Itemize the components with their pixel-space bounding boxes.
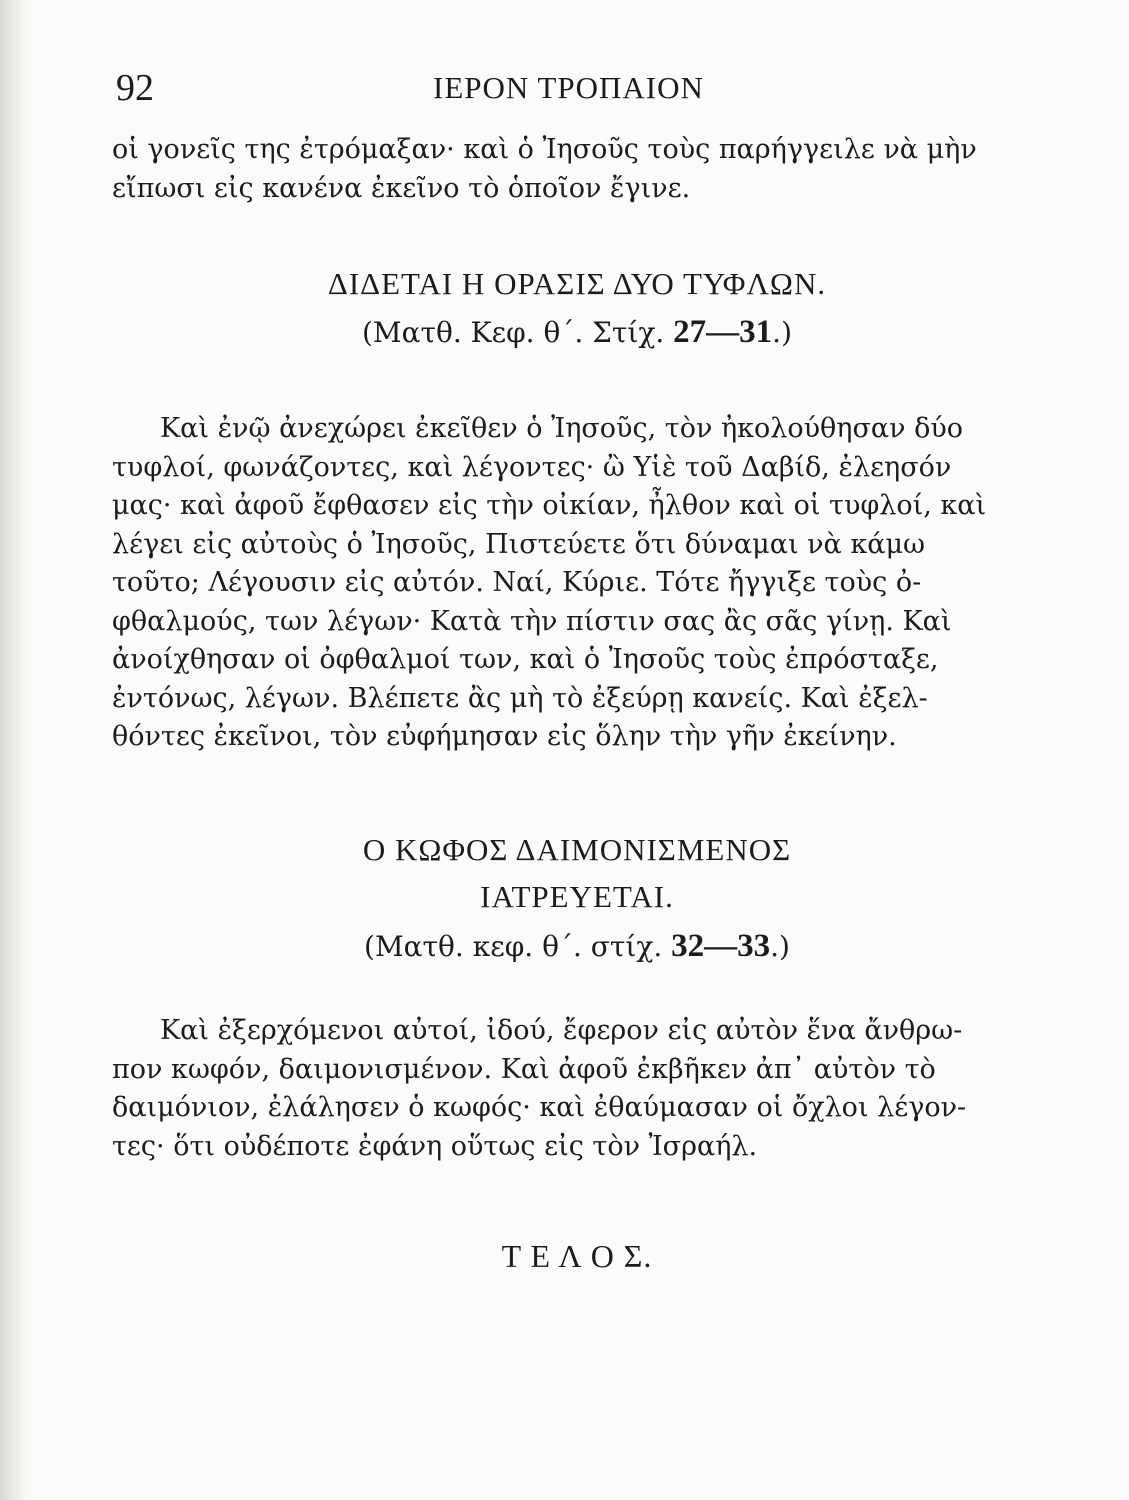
text-line: λέγει εἰς αὐτοὺς ὁ Ἰησοῦς, Πιστεύετε ὅτι δύναμαι νὰ κάμω — [112, 528, 926, 560]
section-title: ΙΑΤΡΕΥΕΤΑΙ. — [480, 879, 674, 914]
text-line: οἱ γονεῖς της ἐτρόμαξαν· καὶ ὁ Ἰησοῦς τοὺς παρήγγειλε νὰ μὴν — [112, 134, 977, 165]
text-line: φθαλμούς, των λέγων· Κατὰ τὴν πίστιν σας ἂς σᾶς γίνῃ. Καὶ — [112, 605, 952, 637]
scripture-reference — [112, 928, 1042, 965]
page-gutter-shadow — [0, 0, 28, 1500]
text-line: ἐντόνως, λέγων. Βλέπετε ἂς μὴ τὸ ἐξεύρῃ κανείς. Καὶ ἐξελ- — [112, 682, 928, 714]
scripture-reference — [112, 314, 1042, 351]
ending-text: Τ Ε Λ Ο Σ. — [501, 1238, 653, 1274]
text-line: εἴπωσι εἰς κανένα ἐκεῖνο τὸ ὁποῖον ἔγινε. — [112, 172, 691, 204]
reference-prefix: (Ματθ. κεφ. θ΄. στίχ. — [364, 930, 672, 963]
text-line: τοῦτο; Λέγουσιν εἰς αὐτόν. Ναί, Κύριε. Τότε ἤγγιξε τοὺς ὀ- — [112, 567, 922, 598]
text-line: θόντες ἐκεῖνοι, τὸν εὐφήμησαν εἰς ὅλην τὴν γῆν ἐκείνην. — [112, 721, 897, 752]
reference-verses: 27—31 — [673, 314, 773, 350]
section2-paragraph — [112, 1012, 1042, 1166]
page-header — [108, 66, 1048, 116]
text-line: Καὶ ἐνῷ ἀνεχώρει ἐκεῖθεν ὁ Ἰησοῦς, τὸν ἠκολούθησαν δύο — [160, 413, 964, 444]
reference-suffix: .) — [770, 930, 790, 963]
text-line: δαιμόνιον, ἐλάλησεν ὁ κωφός· καὶ ἐθαύμασαν οἱ ὄχλοι λέγον- — [112, 1092, 967, 1123]
reference-prefix: (Ματθ. Κεφ. θ΄. Στίχ. — [362, 316, 674, 349]
text-line: τες· ὅτι οὐδέποτε ἐφάνη οὕτως εἰς τὸν Ἰσραήλ. — [112, 1130, 758, 1162]
text-line: Καὶ ἐξερχόμενοι αὐτοί, ἰδού, ἔφερον εἰς αὐτὸν ἕνα ἄνθρω- — [160, 1015, 963, 1046]
reference-suffix: .) — [772, 316, 792, 349]
text-line: τυφλοί, φωνάζοντες, καὶ λέγοντες· ὢ Υἱὲ τοῦ Δαβίδ, ἐλεησόν — [112, 451, 952, 483]
intro-paragraph — [112, 131, 1042, 208]
text-line: πον κωφόν, δαιμονισμένον. Καὶ ἀφοῦ ἐκβῆκεν ἀπ᾽ αὐτὸν τὸ — [112, 1053, 936, 1085]
text-line: μας· καὶ ἀφοῦ ἔφθασεν εἰς τὴν οἰκίαν, ἦλθον καὶ οἱ τυφλοί, καὶ — [112, 490, 987, 521]
text-line: ἀνοίχθησαν οἱ ὀφθαλμοί των, καὶ ὁ Ἰησοῦς τοὺς ἐπρόσταξε, — [112, 644, 939, 675]
section1-paragraph — [112, 410, 1042, 757]
running-head: ΙΕΡΟΝ ΤΡΟΠΑΙΟΝ — [433, 70, 704, 105]
page-number: 92 — [116, 67, 154, 109]
section-title: ΔΙΔΕΤΑΙ Η ΟΡΑΣΙΣ ΔΥΟ ΤΥΦΛΩΝ. — [327, 266, 827, 301]
section-title: Ο ΚΩΦΟΣ ΔΑΙΜΟΝΙΣΜΕΝΟΣ — [362, 832, 792, 867]
reference-verses: 32—33 — [671, 928, 771, 964]
